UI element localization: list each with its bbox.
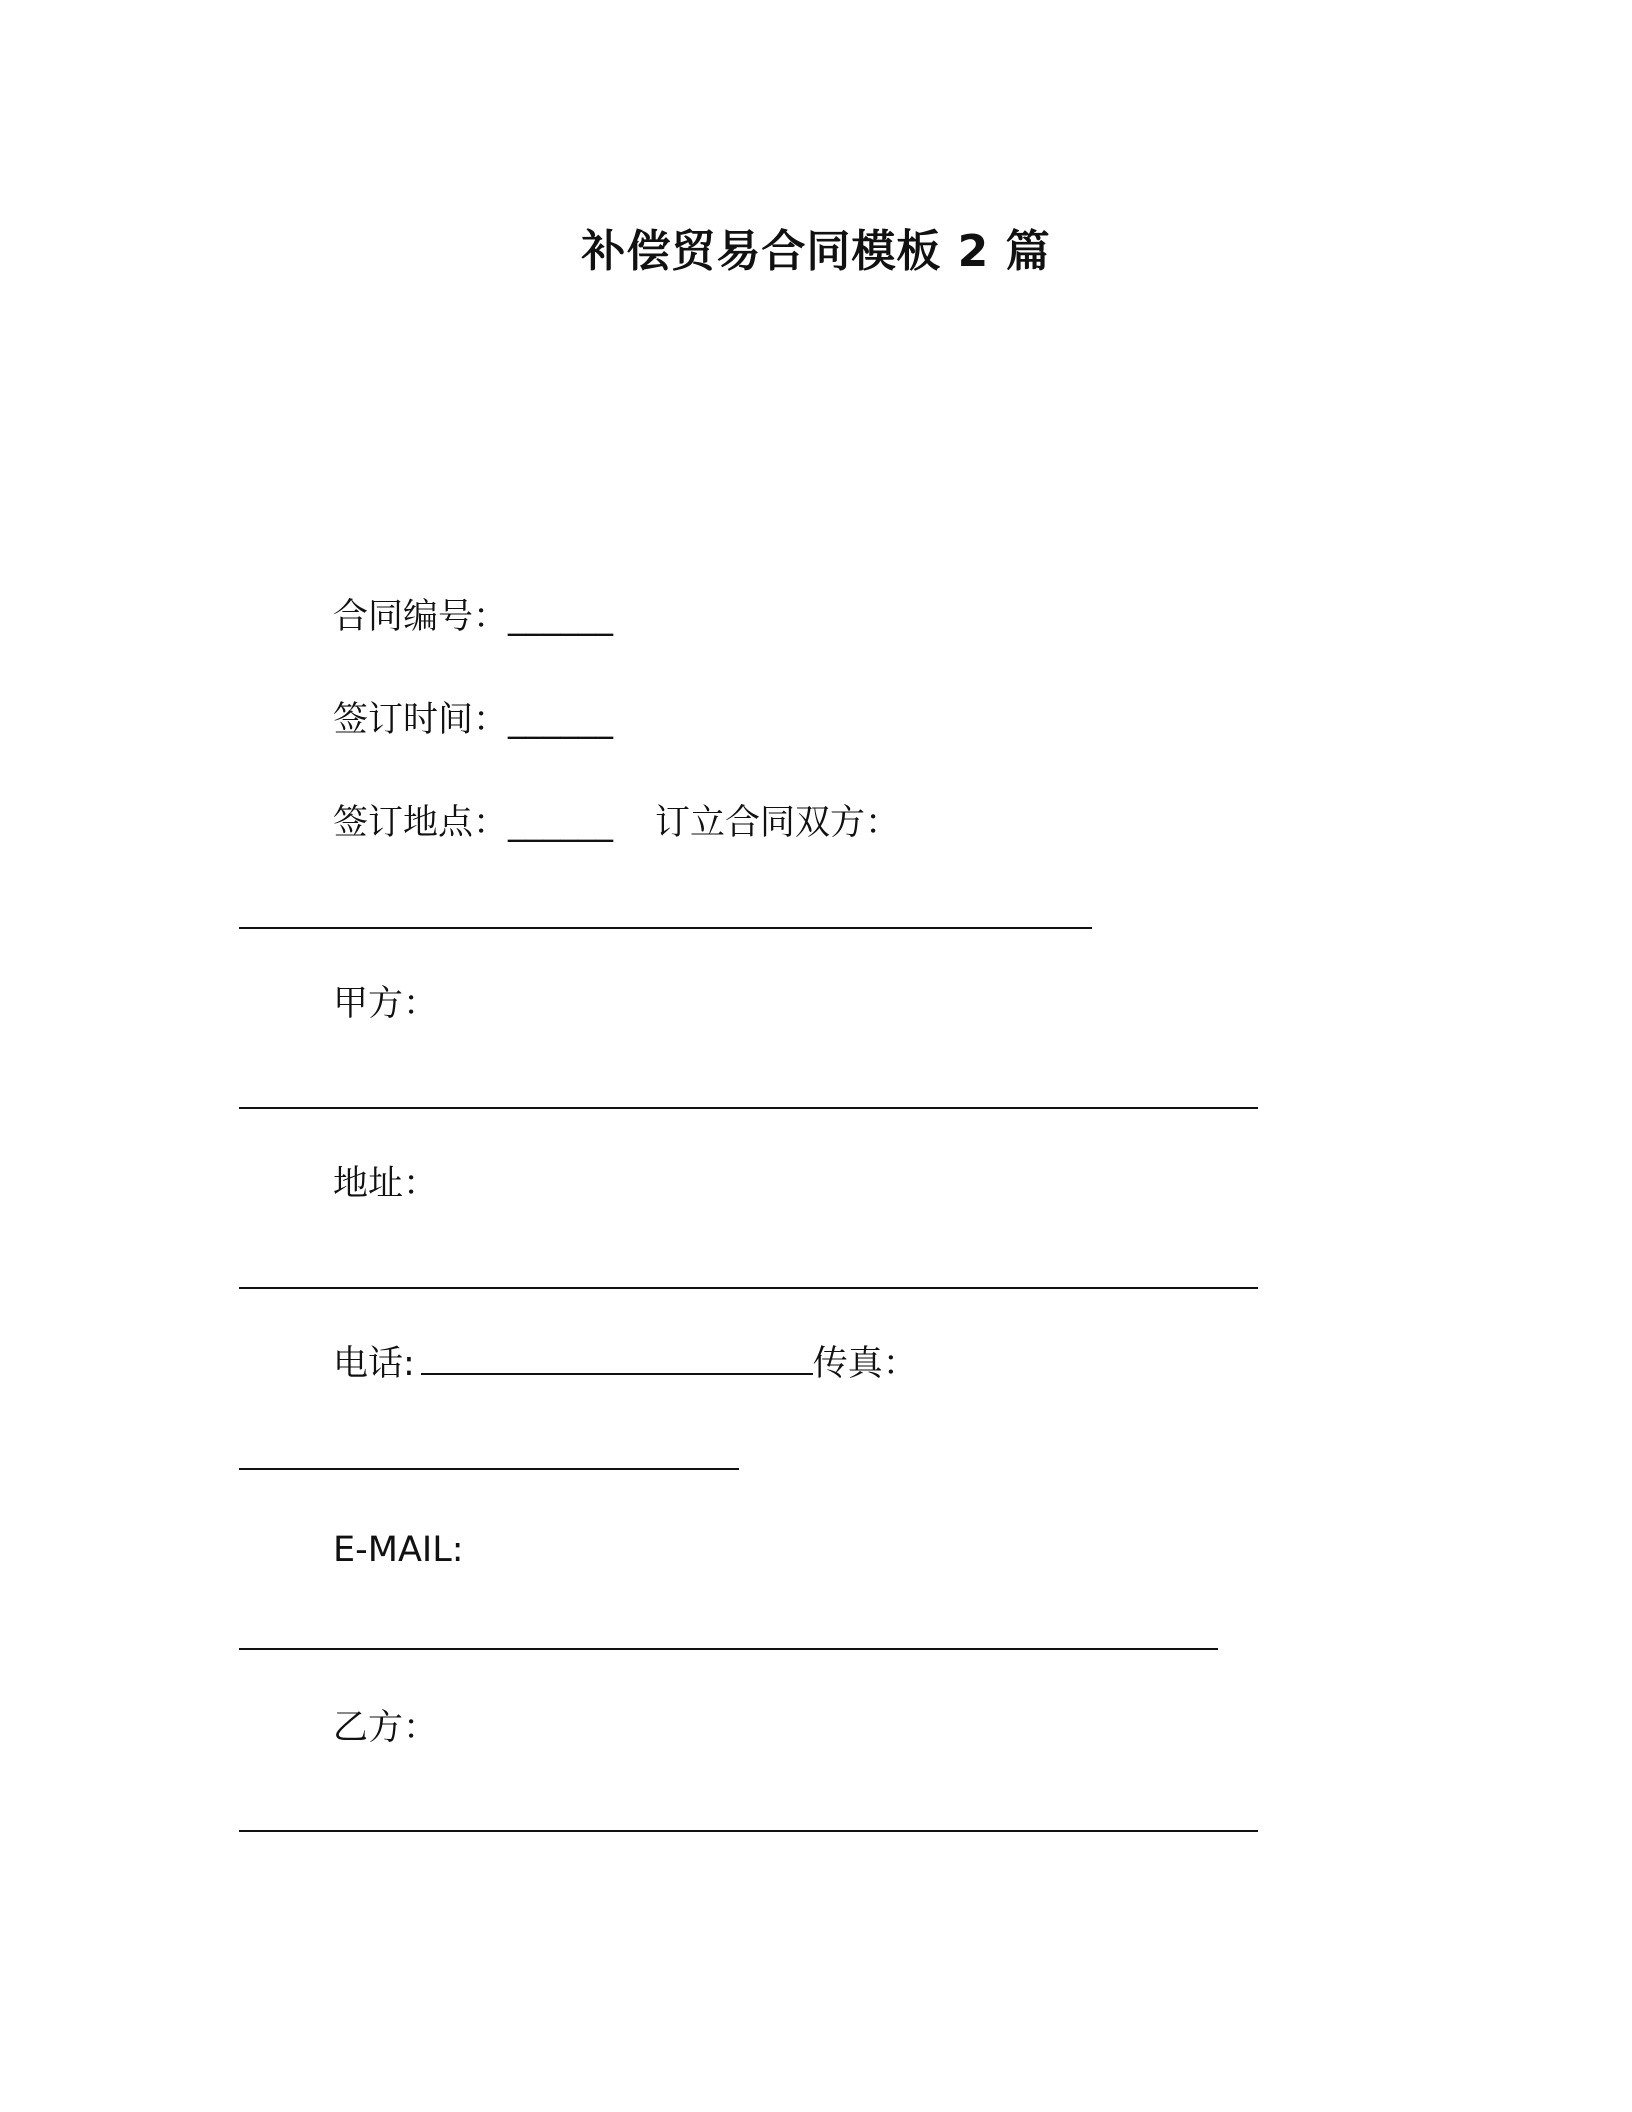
phone-fax-line — [333, 1342, 918, 1386]
email-label: E-MAIL: — [333, 1530, 464, 1570]
document-title: 补偿贸易合同模板 2 篇 — [581, 226, 1051, 277]
party-b-blank-rule — [239, 1830, 1258, 1832]
fax-label: 传真： — [812, 1344, 918, 1384]
email-line — [333, 1528, 464, 1572]
party-a-line — [333, 982, 438, 1026]
email-blank-rule — [239, 1648, 1218, 1650]
contract-number-label: 合同编号： — [333, 597, 509, 637]
sign-place-line — [333, 801, 900, 845]
party-a-blank-rule — [239, 1107, 1258, 1109]
contract-number-blank: ______ — [508, 597, 614, 637]
fax-blank-rule — [239, 1468, 739, 1470]
sign-time-blank: ______ — [508, 700, 614, 740]
sign-time-line — [333, 698, 613, 742]
party-b-label: 乙方： — [333, 1708, 439, 1748]
phone-blank-rule — [421, 1372, 813, 1375]
party-a-label: 甲方： — [333, 984, 439, 1024]
sign-place-label: 签订地点： — [333, 803, 509, 843]
contract-number-line — [333, 595, 613, 639]
address-blank-rule — [239, 1287, 1258, 1289]
phone-label: 电话: — [333, 1344, 415, 1384]
address-label: 地址： — [333, 1164, 439, 1204]
sign-place-blank: ______ — [508, 803, 614, 843]
parties-label: 订立合同双方： — [655, 803, 901, 843]
parties-blank-rule — [239, 927, 1092, 929]
address-line — [333, 1162, 438, 1206]
sign-time-label: 签订时间： — [333, 700, 509, 740]
party-b-line — [333, 1706, 438, 1750]
